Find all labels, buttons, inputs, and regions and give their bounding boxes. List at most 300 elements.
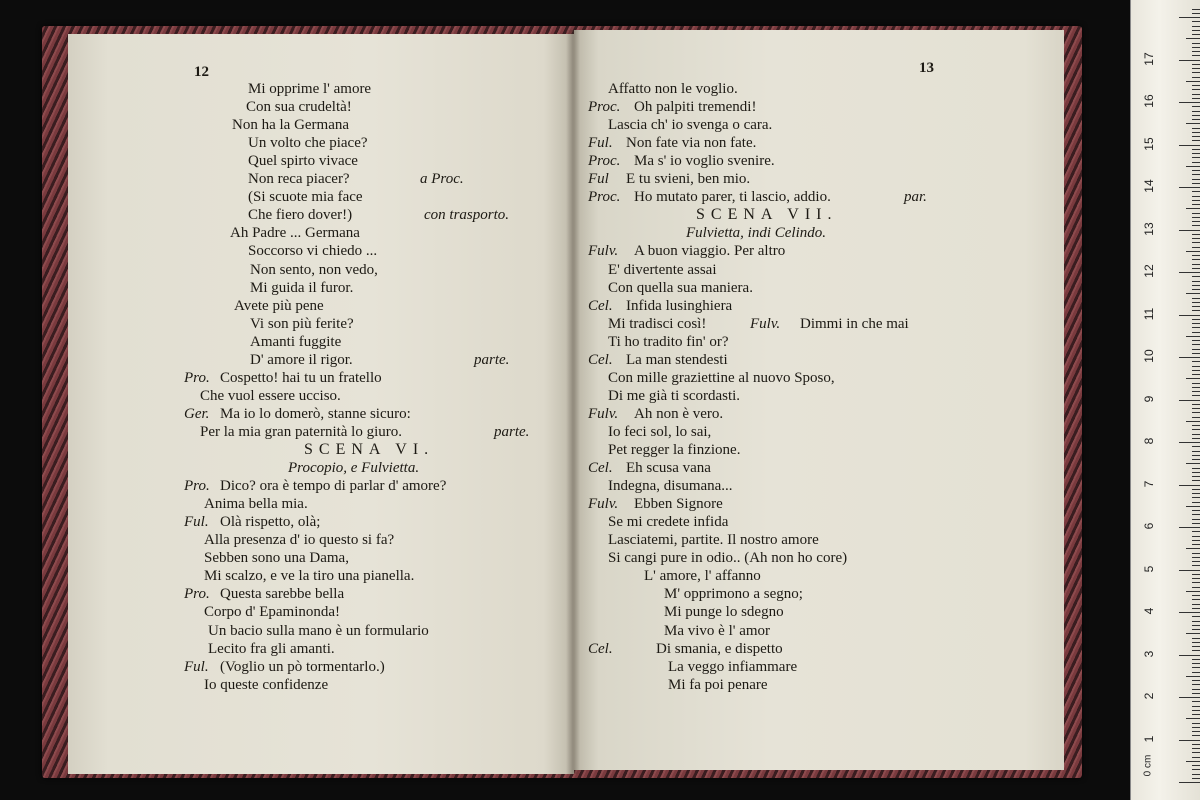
ruler-tick [1192, 242, 1200, 243]
ruler-tick [1192, 769, 1200, 770]
ruler-number: 11 [1142, 307, 1156, 320]
ruler-tick [1192, 200, 1200, 201]
ruler-tick [1192, 429, 1200, 430]
ruler-tick [1192, 13, 1200, 14]
ruler-tick [1186, 718, 1200, 719]
ruler-tick [1179, 485, 1200, 486]
ruler-tick [1192, 221, 1200, 222]
ruler-tick [1186, 378, 1200, 379]
ruler-tick [1192, 565, 1200, 566]
verse-line: E' divertente assai [608, 261, 717, 278]
ruler-tick [1192, 132, 1200, 133]
speaker-name: Fulv. [588, 243, 619, 260]
ruler-tick [1192, 667, 1200, 668]
ruler-tick [1192, 340, 1200, 341]
verse-line: Di me già ti scordasti. [608, 387, 741, 404]
ruler-tick [1192, 582, 1200, 583]
ruler-tick [1186, 548, 1200, 549]
ruler-tick [1192, 34, 1200, 35]
ruler-tick [1192, 43, 1200, 44]
ruler-tick [1192, 30, 1200, 31]
ruler-tick [1179, 17, 1200, 18]
ruler-tick [1192, 434, 1200, 435]
ruler-tick [1192, 136, 1200, 137]
ruler-tick [1192, 684, 1200, 685]
ruler-tick [1192, 689, 1200, 690]
ruler-tick [1192, 310, 1200, 311]
ruler-tick [1192, 663, 1200, 664]
ruler-tick [1192, 693, 1200, 694]
ruler-tick [1179, 697, 1200, 698]
ruler-tick [1192, 128, 1200, 129]
ruler-tick [1192, 298, 1200, 299]
speaker-name: Cel. [588, 640, 613, 657]
verse-line: Io queste confidenze [204, 676, 329, 693]
ruler-tick [1192, 497, 1200, 498]
ruler-tick [1192, 480, 1200, 481]
ruler-tick [1192, 514, 1200, 515]
verse-line: Dico? ora è tempo di parlar d' amore? [220, 478, 447, 495]
verse-line: Non fate via non fate. [626, 135, 757, 152]
ruler-tick [1192, 646, 1200, 647]
speaker-name: Ful. [588, 135, 613, 152]
ruler-tick [1192, 51, 1200, 52]
ruler-tick [1192, 149, 1200, 150]
verse-line: Mi fa poi penare [668, 676, 768, 693]
ruler-number: 7 [1142, 480, 1156, 487]
ruler-tick [1179, 655, 1200, 656]
ruler-tick [1192, 106, 1200, 107]
verse-line: Con quella sua maniera. [608, 279, 753, 296]
ruler-tick [1192, 472, 1200, 473]
ruler-tick [1192, 225, 1200, 226]
speaker-name: Fulv. [750, 315, 781, 332]
ruler-tick [1179, 60, 1200, 61]
stage-aside: parte. [474, 351, 510, 368]
verse-line: Questa sarebbe bella [220, 586, 345, 603]
verse-line: A buon viaggio. Per altro [634, 243, 786, 260]
verse-line: Di smania, e dispetto [656, 640, 783, 657]
verse-line: Indegna, disumana... [608, 478, 733, 495]
measuring-ruler [1130, 0, 1200, 800]
verse-line: Ah Padre ... Germana [230, 225, 360, 242]
verse-line: L' amore, l' affanno [644, 568, 761, 585]
ruler-tick [1192, 778, 1200, 779]
verse-line: Anima bella mia. [204, 496, 308, 513]
stage-aside: con trasporto. [424, 207, 510, 224]
ruler-tick [1192, 170, 1200, 171]
ruler-tick [1192, 285, 1200, 286]
ruler-tick [1192, 774, 1200, 775]
page-number: 12 [194, 64, 209, 80]
verse-line: Affatto non le voglio. [608, 81, 738, 97]
verse-line: Con mille graziettine al nuovo Sposo, [608, 369, 835, 386]
ruler-tick [1192, 281, 1200, 282]
ruler-tick [1192, 604, 1200, 605]
ruler-tick [1192, 412, 1200, 413]
verse-line: Eh scusa vana [626, 460, 711, 477]
ruler-tick [1192, 153, 1200, 154]
speaker-name: Cel. [588, 460, 613, 477]
ruler-tick [1192, 587, 1200, 588]
ruler-tick [1186, 208, 1200, 209]
ruler-tick [1192, 502, 1200, 503]
ruler-tick [1192, 489, 1200, 490]
ruler-tick [1192, 115, 1200, 116]
ruler-tick [1192, 383, 1200, 384]
ruler-tick [1192, 374, 1200, 375]
ruler-tick [1192, 268, 1200, 269]
ruler-tick [1192, 349, 1200, 350]
verse-line: Infida lusinghiera [626, 297, 733, 314]
ruler-tick [1192, 659, 1200, 660]
ruler-tick [1192, 289, 1200, 290]
verse-line: Un volto che piace? [248, 135, 368, 152]
ruler-tick [1192, 752, 1200, 753]
ruler-tick [1192, 493, 1200, 494]
verse-line: Soccorso vi chiedo ... [248, 243, 378, 260]
ruler-tick [1186, 506, 1200, 507]
ruler-tick [1192, 459, 1200, 460]
speaker-name: Ger. [184, 405, 210, 422]
ruler-number: 6 [1142, 522, 1156, 530]
ruler-tick [1186, 633, 1200, 634]
ruler-tick [1192, 234, 1200, 235]
ruler-number: 9 [1142, 395, 1156, 402]
ruler-number: 15 [1142, 136, 1156, 151]
book-gutter [566, 30, 580, 774]
verse-line: Ebben Signore [634, 496, 723, 513]
ruler-tick [1186, 293, 1200, 294]
left-page [68, 34, 574, 774]
verse-line: Olà rispetto, olà; [220, 514, 321, 531]
speaker-name: Fulv. [588, 405, 619, 422]
ruler-tick [1179, 187, 1200, 188]
speaker-name: Cel. [588, 351, 613, 368]
ruler-tick [1192, 557, 1200, 558]
verse-line: Con sua crudeltà! [246, 99, 352, 116]
verse-line: La veggo infiammare [668, 658, 798, 675]
speaker-name: Ful. [184, 658, 209, 675]
ruler-tick [1192, 476, 1200, 477]
speaker-name: Pro. [184, 369, 210, 386]
ruler-tick [1192, 629, 1200, 630]
right-page [574, 30, 1064, 770]
speaker-name: Cel. [588, 297, 613, 314]
ruler-tick [1179, 230, 1200, 231]
scene-heading: SCENA VII. [696, 206, 838, 224]
ruler-tick [1192, 306, 1200, 307]
ruler-tick [1186, 123, 1200, 124]
ruler-number: 10 [1142, 349, 1156, 363]
ruler-tick [1192, 26, 1200, 27]
ruler-tick [1179, 315, 1200, 316]
verse-line: Ah non è vero. [634, 405, 724, 422]
stage-aside: a Proc. [420, 171, 464, 188]
ruler-tick [1179, 357, 1200, 358]
verse-line: La man stendesti [626, 351, 728, 368]
verse-line: Non reca piacer? [248, 171, 350, 188]
ruler-tick [1186, 251, 1200, 252]
ruler-tick [1192, 344, 1200, 345]
verse-line: Ti ho tradito fin' or? [608, 333, 729, 350]
ruler-tick [1192, 183, 1200, 184]
ruler-tick [1192, 765, 1200, 766]
ruler-tick [1192, 638, 1200, 639]
verse-line: Cospetto! hai tu un fratello [220, 369, 382, 386]
verse-line: Non sento, non vedo, [250, 261, 378, 278]
verse-line: Lascia ch' io svenga o cara. [608, 117, 773, 134]
ruler-tick [1192, 544, 1200, 545]
ruler-tick [1192, 98, 1200, 99]
ruler-tick [1192, 731, 1200, 732]
ruler-tick [1192, 162, 1200, 163]
verse-line: Ho mutato parer, ti lascio, addio. [634, 189, 831, 206]
ruler-tick [1192, 451, 1200, 452]
ruler-tick [1192, 9, 1200, 10]
ruler-tick [1192, 748, 1200, 749]
ruler-number: 2 [1142, 692, 1156, 700]
ruler-number: 1 [1142, 735, 1156, 742]
ruler-tick [1192, 111, 1200, 112]
ruler-tick [1186, 81, 1200, 82]
stage-aside: par. [904, 189, 927, 206]
ruler-tick [1192, 21, 1200, 22]
ruler-tick [1179, 527, 1200, 528]
ruler-tick [1186, 38, 1200, 39]
verse-line: Se mi credete infida [608, 514, 729, 531]
ruler-tick [1186, 761, 1200, 762]
stage-aside: parte. [494, 423, 530, 440]
ruler-tick [1192, 425, 1200, 426]
ruler-number: 13 [1142, 221, 1156, 236]
ruler-tick [1186, 676, 1200, 677]
ruler-tick [1192, 523, 1200, 524]
ruler-tick [1192, 536, 1200, 537]
ruler-tick [1192, 361, 1200, 362]
ruler-tick [1192, 599, 1200, 600]
ruler-tick [1186, 463, 1200, 464]
speaker-name: Proc. [588, 153, 621, 170]
speaker-name: Ful [588, 171, 609, 188]
stage-direction: Procopio, e Fulvietta. [288, 460, 420, 477]
ruler-tick [1192, 387, 1200, 388]
ruler-tick [1192, 64, 1200, 65]
ruler-tick [1192, 391, 1200, 392]
ruler-unit-label: 0 cm [1142, 754, 1154, 777]
ruler-tick [1192, 553, 1200, 554]
ruler-tick [1192, 247, 1200, 248]
verse-line: Un bacio sulla mano è un formulario [208, 622, 429, 639]
verse-line: Che vuol essere ucciso. [200, 387, 341, 404]
speaker-name: Proc. [588, 99, 621, 116]
ruler-tick [1192, 706, 1200, 707]
ruler-tick [1192, 327, 1200, 328]
ruler-tick [1192, 531, 1200, 532]
verse-line: Non ha la Germana [232, 117, 350, 134]
ruler-tick [1192, 196, 1200, 197]
stage-direction: Fulvietta, indi Celindo. [686, 225, 826, 242]
ruler-tick [1192, 561, 1200, 562]
ruler-tick [1192, 672, 1200, 673]
verse-line: Oh palpiti tremendi! [634, 99, 757, 116]
verse-line: Ma vivo è l' amor [664, 622, 771, 639]
ruler-tick [1192, 174, 1200, 175]
ruler-tick [1192, 264, 1200, 265]
ruler-tick [1192, 438, 1200, 439]
ruler-tick [1192, 744, 1200, 745]
ruler-tick [1179, 400, 1200, 401]
ruler-tick [1192, 446, 1200, 447]
ruler-number: 3 [1142, 650, 1156, 657]
verse-line: Avete più pene [234, 297, 324, 314]
ruler-tick [1179, 145, 1200, 146]
ruler-tick [1192, 319, 1200, 320]
ruler-tick [1192, 353, 1200, 354]
ruler-tick [1192, 510, 1200, 511]
verse-line: D' amore il rigor. [250, 351, 353, 368]
ruler-tick [1192, 650, 1200, 651]
speaker-name: Pro. [184, 586, 210, 603]
ruler-number: 4 [1142, 607, 1156, 615]
ruler-tick [1192, 395, 1200, 396]
ruler-tick [1192, 255, 1200, 256]
ruler-tick [1192, 140, 1200, 141]
ruler-tick [1192, 72, 1200, 73]
ruler-tick [1192, 735, 1200, 736]
ruler-tick [1192, 714, 1200, 715]
ruler-tick [1186, 336, 1200, 337]
ruler-tick [1179, 570, 1200, 571]
ruler-tick [1192, 757, 1200, 758]
ruler-tick [1179, 782, 1200, 783]
speaker-name: Proc. [588, 189, 621, 206]
verse-line: Quel spirto vivace [248, 153, 358, 170]
verse-line: Ma io lo domerò, stanne sicuro: [220, 405, 411, 422]
ruler-tick [1192, 238, 1200, 239]
verse-line: Corpo d' Epaminonda! [204, 604, 341, 621]
ruler-tick [1192, 77, 1200, 78]
ruler-tick [1192, 404, 1200, 405]
ruler-tick [1192, 621, 1200, 622]
scene-heading: SCENA VI. [304, 441, 435, 458]
speaker-name: Ful. [184, 514, 209, 531]
ruler-tick [1179, 740, 1200, 741]
ruler-tick [1179, 102, 1200, 103]
ruler-number: 14 [1142, 179, 1156, 193]
verse-line: Mi scalzo, e ve la tiro una pianella. [204, 568, 415, 585]
ruler-tick [1192, 417, 1200, 418]
ruler-tick [1192, 302, 1200, 303]
ruler-tick [1192, 578, 1200, 579]
verse-line: Pet regger la finzione. [608, 442, 741, 458]
ruler-number: 17 [1142, 51, 1156, 66]
ruler-tick [1192, 157, 1200, 158]
verse-line: Io feci sol, lo sai, [608, 423, 712, 440]
ruler-number: 5 [1142, 565, 1156, 572]
ruler-tick [1192, 370, 1200, 371]
ruler-tick [1192, 217, 1200, 218]
verse-line: (Voglio un pò tormentarlo.) [220, 658, 385, 675]
ruler-tick [1192, 455, 1200, 456]
ruler-number: 12 [1142, 264, 1156, 278]
ruler-tick [1192, 68, 1200, 69]
verse-line: Lasciatemi, partite. Il nostro amore [608, 532, 819, 549]
ruler-tick [1192, 47, 1200, 48]
ruler-tick [1192, 89, 1200, 90]
verse-line: E tu svieni, ben mio. [626, 171, 751, 188]
ruler-tick [1192, 276, 1200, 277]
verse-line: Dimmi in che mai [800, 315, 909, 332]
ruler-tick [1192, 642, 1200, 643]
verse-line: Amanti fuggite [250, 333, 342, 350]
ruler-tick [1192, 366, 1200, 367]
speaker-name: Pro. [184, 478, 210, 495]
ruler-tick [1186, 591, 1200, 592]
ruler-tick [1179, 272, 1200, 273]
speaker-name: Fulv. [588, 496, 619, 513]
ruler-tick [1192, 259, 1200, 260]
verse-line: Mi guida il furor. [250, 279, 354, 296]
ruler-tick [1192, 332, 1200, 333]
ruler-tick [1186, 166, 1200, 167]
verse-line: Lecito fra gli amanti. [208, 640, 335, 657]
verse-line: M' opprimono a segno; [664, 586, 803, 603]
ruler-tick [1192, 191, 1200, 192]
ruler-tick [1192, 608, 1200, 609]
verse-line: Che fiero dover!) [248, 207, 353, 224]
verse-line: Mi opprime l' amore [248, 81, 372, 97]
ruler-tick [1192, 119, 1200, 120]
ruler-tick [1192, 213, 1200, 214]
ruler-tick [1192, 574, 1200, 575]
ruler-tick [1192, 625, 1200, 626]
ruler-tick [1192, 204, 1200, 205]
ruler-tick [1192, 94, 1200, 95]
ruler-tick [1192, 616, 1200, 617]
ruler-tick [1179, 442, 1200, 443]
ruler-tick [1192, 701, 1200, 702]
ruler-number: 16 [1142, 94, 1156, 108]
verse-line: Mi tradisci così! [608, 315, 707, 332]
verse-line: Si cangi pure in odio.. (Ah non ho core) [608, 550, 848, 567]
verse-line: Mi punge lo sdegno [664, 604, 784, 621]
ruler-tick [1179, 612, 1200, 613]
verse-line: Ma s' io voglio svenire. [634, 153, 775, 170]
verse-line: Vi son più ferite? [250, 315, 354, 332]
ruler-tick [1192, 323, 1200, 324]
verse-line: Per la mia gran paternità lo giuro. [200, 423, 403, 440]
ruler-tick [1192, 540, 1200, 541]
verse-line: Sebben sono una Dama, [204, 550, 349, 567]
verse-line: (Si scuote mia face [248, 189, 363, 206]
ruler-tick [1192, 408, 1200, 409]
ruler-tick [1192, 680, 1200, 681]
verse-line: Alla presenza d' io questo si fa? [204, 532, 395, 549]
ruler-tick [1192, 519, 1200, 520]
ruler-tick [1192, 85, 1200, 86]
ruler-tick [1192, 595, 1200, 596]
ruler-tick [1192, 727, 1200, 728]
ruler-tick [1186, 421, 1200, 422]
ruler-tick [1192, 710, 1200, 711]
ruler-tick [1192, 55, 1200, 56]
ruler-tick [1192, 468, 1200, 469]
ruler-tick [1192, 179, 1200, 180]
page-number: 13 [919, 60, 934, 76]
ruler-number: 8 [1142, 437, 1156, 445]
ruler-tick [1192, 723, 1200, 724]
